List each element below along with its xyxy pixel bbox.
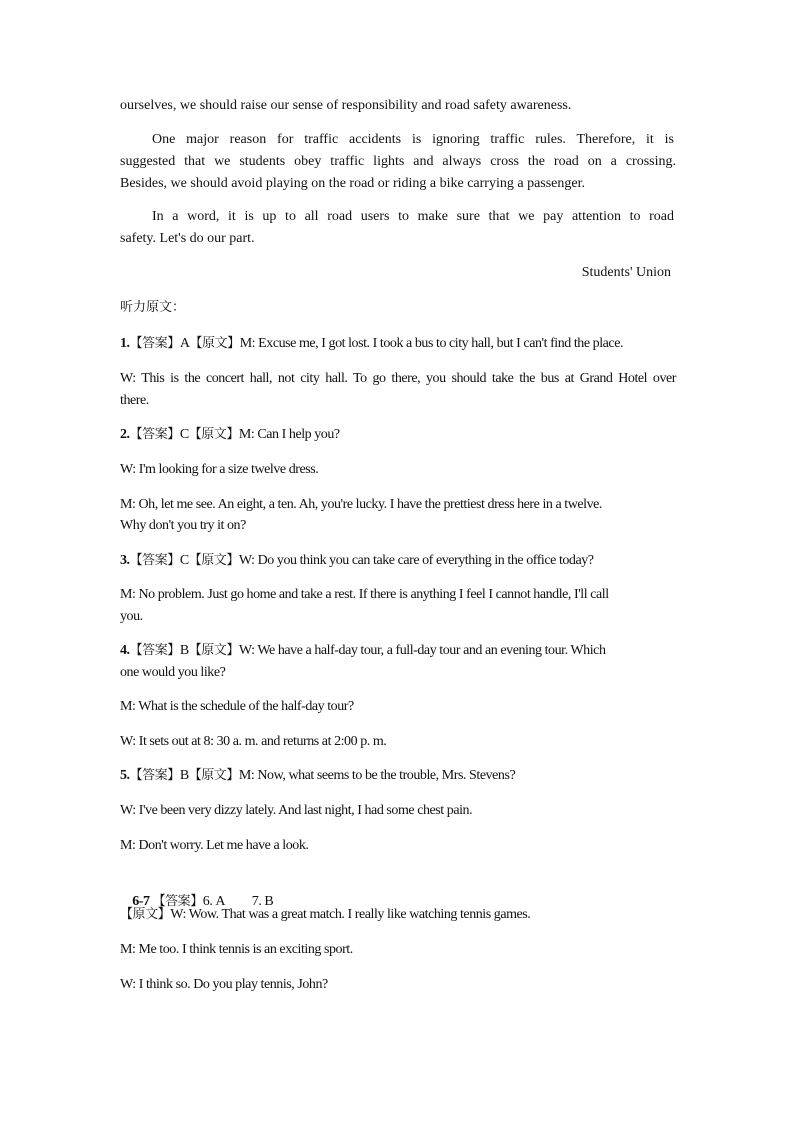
letter-paragraph-line: One major reason for traffic accidents is ignoring traffic rules. Therefore, it is	[152, 132, 674, 147]
question-2-line: 2.【答案】C【原文】M: Can I help you?	[120, 427, 340, 442]
letter-line: ourselves, we should raise our sense of responsibility and road safety awareness.	[120, 98, 572, 113]
question-4-line: 4.【答案】B【原文】W: We have a half-day tour, a full-day tour and an evening tour. Which	[120, 643, 606, 658]
letter-paragraph-line: safety. Let's do our part.	[120, 231, 255, 246]
transcript-line: you.	[120, 609, 143, 624]
transcript-line: Why don't you try it on?	[120, 518, 246, 533]
letter-paragraph-line: In a word, it is up to all road users to make sure that we pay attention to road	[152, 209, 674, 224]
transcript-line: M: Don't worry. Let me have a look.	[120, 838, 309, 853]
transcript-line: W: I think so. Do you play tennis, John?	[120, 977, 328, 992]
transcript-line: W: It sets out at 8: 30 a. m. and returns at 2:00 p. m.	[120, 734, 387, 749]
question-5-line: 5.【答案】B【原文】M: Now, what seems to be the trouble, Mrs. Stevens?	[120, 768, 516, 783]
question-1-line: 1.【答案】A【原文】M: Excuse me, I got lost. I took a bus to city hall, but I can't find the place.	[120, 336, 624, 351]
transcript-line: there.	[120, 393, 149, 408]
question-6-7-line: 6-7 【答案】6. A 7. B	[132, 894, 274, 909]
transcript-line: W: I've been very dizzy lately. And last night, I had some chest pain.	[120, 803, 473, 818]
transcript-line: M: Oh, let me see. An eight, a ten. Ah, you're lucky. I have the prettiest dress here in a twelve.	[120, 497, 602, 512]
transcript-line: W: I'm looking for a size twelve dress.	[120, 462, 319, 477]
transcript-line: M: Me too. I think tennis is an exciting sport.	[120, 942, 353, 957]
transcript-line: M: What is the schedule of the half-day tour?	[120, 699, 354, 714]
letter-signature: Students' Union	[581, 265, 671, 280]
section-heading: 听力原文：	[120, 300, 186, 315]
letter-paragraph-line: suggested that we students obey traffic lights and always cross the road on a crossing.	[120, 154, 676, 169]
transcript-line: W: This is the concert hall, not city hall. To go there, you should take the bus at Grand Hotel over	[120, 371, 676, 386]
letter-paragraph-line: Besides, we should avoid playing on the road or riding a bike carrying a passenger.	[120, 176, 585, 191]
transcript-line: one would you like?	[120, 665, 226, 680]
question-3-line: 3.【答案】C【原文】W: Do you think you can take care of everything in the office today?	[120, 553, 594, 568]
transcript-line: 【原文】W: Wow. That was a great match. I really like watching tennis games.	[120, 907, 531, 922]
transcript-line: M: No problem. Just go home and take a rest. If there is anything I feel I cannot handle, I'll call	[120, 587, 609, 602]
